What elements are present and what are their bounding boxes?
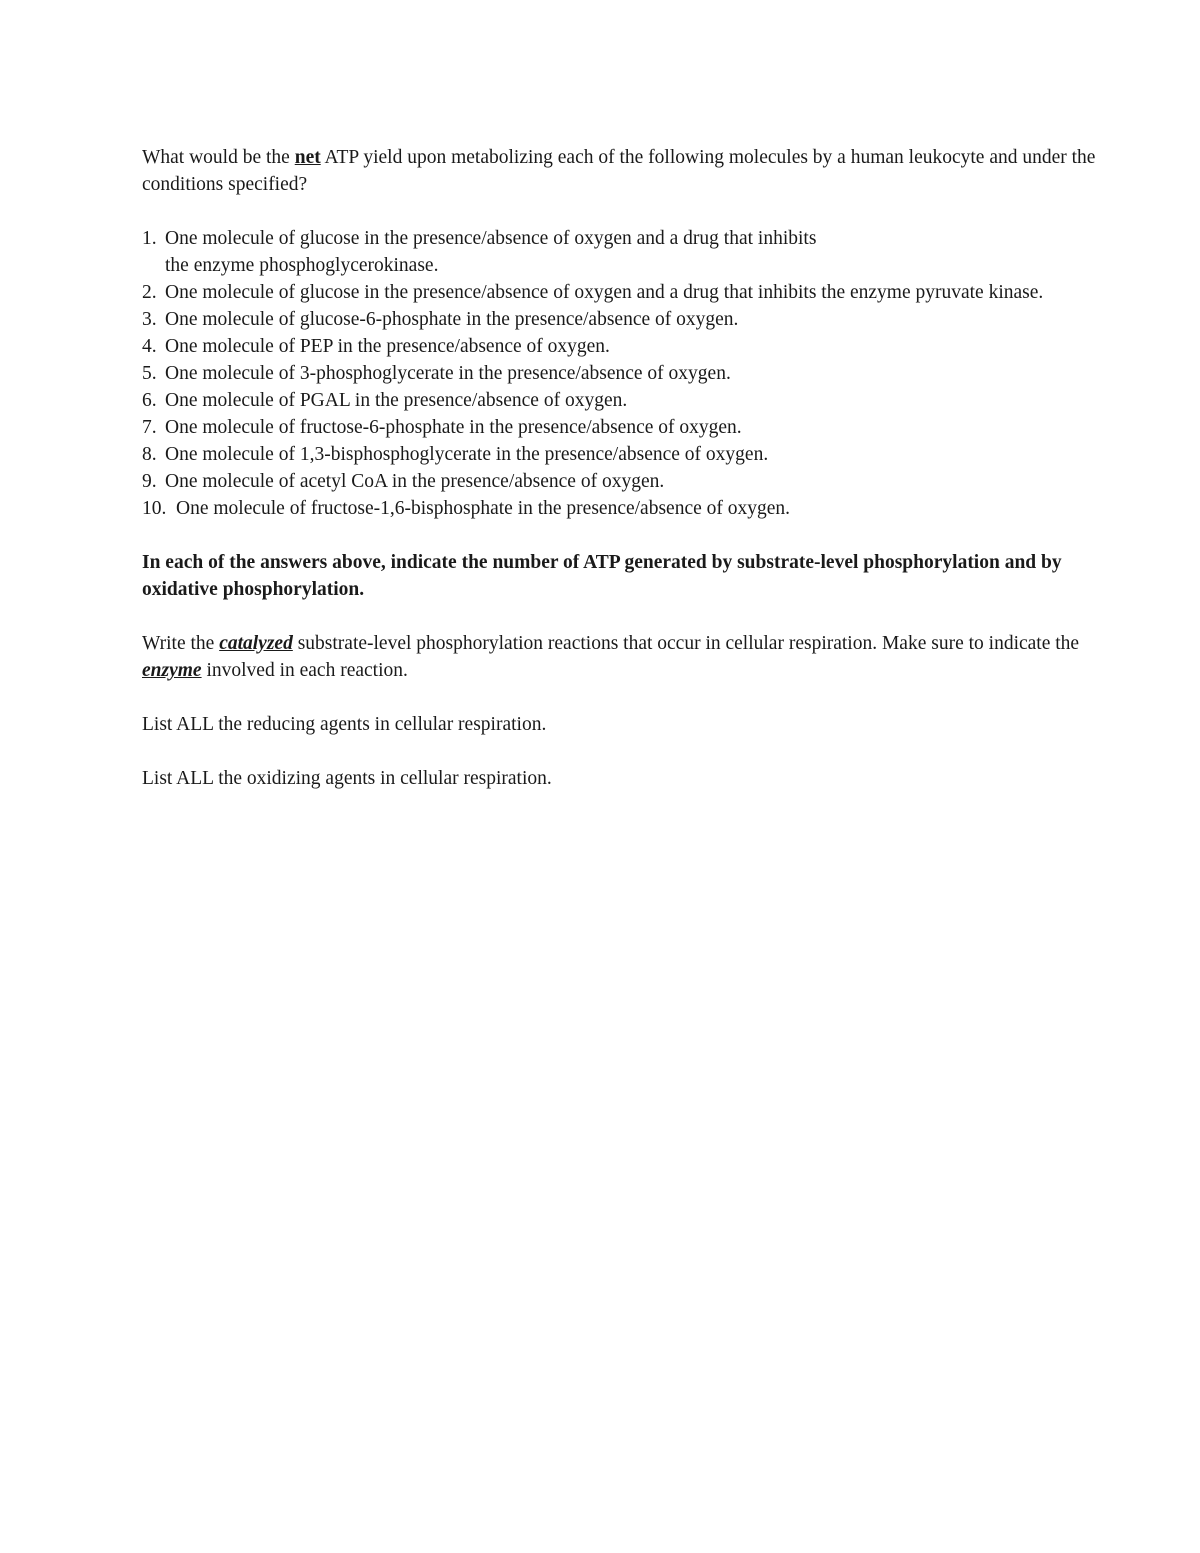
question-text: One molecule of glucose-6-phosphate in the presence/absence of oxygen. (165, 309, 739, 330)
question-text: One molecule of 1,3-bisphosphoglycerate in the presence/absence of oxygen. (165, 444, 769, 465)
question-number: 9. (142, 471, 157, 492)
intro-text-start: What would be the (142, 147, 295, 168)
question-text: One molecule of glucose in the presence/absence of oxygen and a drug that inhibits (165, 228, 817, 249)
question-text: One molecule of acetyl CoA in the presence/absence of oxygen. (165, 471, 665, 492)
reducing-agents-prompt: List ALL the reducing agents in cellular respiration. (142, 714, 547, 735)
intro-text-end: ATP yield upon metabolizing each of the following molecules by a human leukocyte and under the conditions specified? (142, 147, 1096, 195)
question-number: 5. (142, 363, 157, 384)
question-item (142, 468, 1142, 495)
question-number: 6. (142, 390, 157, 411)
question-text: One molecule of fructose-6-phosphate in the presence/absence of oxygen. (165, 417, 742, 438)
write-text-end: involved in each reaction. (201, 660, 408, 681)
catalyzed-emphasis: catalyzed (219, 633, 293, 654)
write-text-start: Write the (142, 633, 220, 654)
question-item (142, 495, 1142, 522)
question-item (142, 414, 1142, 441)
question-item (142, 360, 1142, 387)
question-text: One molecule of glucose in the presence/absence of oxygen and a drug that inhibits the enzyme pyruvate kinase. (165, 282, 1044, 303)
question-item (142, 387, 1142, 414)
question-text: One molecule of fructose-1,6-bisphosphate in the presence/absence of oxygen. (176, 498, 791, 519)
question-item (142, 441, 1142, 468)
question-item (142, 279, 1142, 306)
question-list (142, 225, 1142, 522)
question-number: 4. (142, 336, 157, 357)
question-item (142, 333, 1142, 360)
question-text: One molecule of PEP in the presence/absence of oxygen. (165, 336, 610, 357)
question-number: 2. (142, 282, 157, 303)
question-item (142, 225, 1142, 279)
intro-paragraph (142, 144, 1142, 198)
write-text-middle: substrate-level phosphorylation reactions that occur in cellular respiration. Make sure to indicate the (292, 633, 1080, 654)
oxidizing-agents-prompt: List ALL the oxidizing agents in cellular respiration. (142, 768, 552, 789)
question-text-continued: the enzyme phosphoglycerokinase. (165, 255, 439, 276)
question-text: One molecule of 3-phosphoglycerate in the presence/absence of oxygen. (165, 363, 731, 384)
document-page (142, 144, 1142, 819)
bold-instruction: In each of the answers above, indicate the number of ATP generated by substrate-level phosphorylation and by oxidative phosphorylation. (142, 552, 1062, 600)
question-text: One molecule of PGAL in the presence/absence of oxygen. (165, 390, 628, 411)
net-emphasis: net (294, 147, 321, 168)
question-number: 1. (142, 228, 157, 249)
question-number: 8. (142, 444, 157, 465)
question-number: 7. (142, 417, 157, 438)
enzyme-emphasis: enzyme (142, 660, 202, 681)
write-reactions-paragraph (142, 630, 1142, 684)
question-number: 10. (142, 498, 167, 519)
question-item (142, 306, 1142, 333)
question-number: 3. (142, 309, 157, 330)
